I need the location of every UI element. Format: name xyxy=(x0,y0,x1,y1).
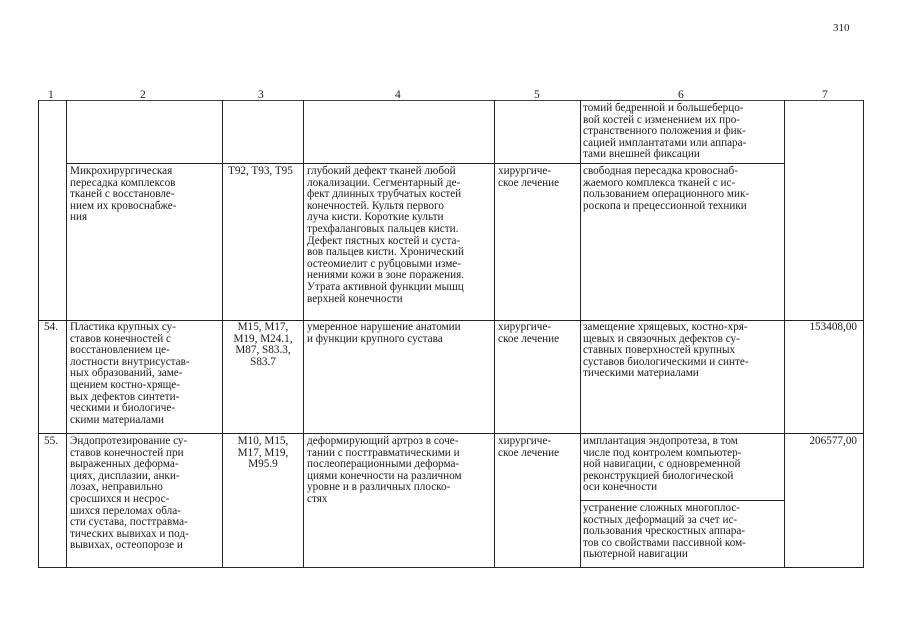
treatment-method: свободная пересадка кровоснаб- жаемого комплекса тканей с ис- пользованием операционного мик- роскопа и прецессионной техники xyxy=(583,165,750,212)
intervention-name: Эндопротезирование су- ставов конечностей при выраженных деформа- циях, дисплазии, анки- лозах, неправильно сросшихся и несрос- шихся переломах обла- сти сустава, посттравма- тических вывихах и под- вывихах, остеопорозе и xyxy=(70,435,189,552)
treatment-method-alt: устранение сложных многоплос- костных деформаций за счет ис- пользования чрескостных аппара- тов со свойствами пассивной ком- пьютерной навигации xyxy=(583,502,746,561)
treatment-type: хирургиче- ское лечение xyxy=(498,435,560,459)
icd-codes: T92, T93, T95 xyxy=(228,165,293,177)
row-number: 54. xyxy=(44,321,58,333)
header-col-2: 2 xyxy=(140,89,146,101)
header-col-6: 6 xyxy=(678,89,684,101)
intervention-name: Микрохирургическая пересадка комплексов тканей с восстановле- нием их кровоснабже- ния xyxy=(70,165,177,224)
patient-model: умеренное нарушение анатомии и функции крупного сустава xyxy=(307,321,461,345)
treatment-type: хирургиче- ское лечение xyxy=(498,321,560,345)
row-number: 55. xyxy=(44,435,58,447)
patient-model: глубокий дефект тканей любой локализации. Сегментарный де- фект длинных трубчатых костей конечностей. Культя первого луча кисти. Короткие культи трехфаланговых пальцев кисти. Дефект пястных костей и суста- вов пальцев кисти. Хронический остеомиелит с рубцовыми изме- нениями кожи в зоне поражения. Утрата активной функции мышц верхней конечности xyxy=(307,165,465,305)
header-col-1: 1 xyxy=(48,89,54,101)
header-col-5: 5 xyxy=(534,89,540,101)
cost-value: 206577,00 xyxy=(809,435,857,447)
header-col-7: 7 xyxy=(822,89,828,101)
treatment-type: хирургиче- ское лечение xyxy=(498,165,560,189)
continuation-method: томий бедренной и большеберцо- вой костей с изменением их про- странственного положения и фик- сацией имплантатами или аппара- тами внешней фиксации xyxy=(583,102,747,161)
treatment-method: имплантация эндопротеза, в том числе под контролем компьютер- ной навигации, с одновременной реконструкцией биологической оси конечности xyxy=(583,435,742,494)
icd-codes: M10, M15, M17, M19, M95.9 xyxy=(237,435,289,471)
treatment-method: замещение хрящевых, костно-хря- щевых и связочных дефектов су- ставных поверхностей крупных суставов биологическими и синте- тическими материалами xyxy=(583,321,749,380)
icd-codes: M15, M17, M19, M24.1, M87, S83.3, S83.7 xyxy=(233,321,293,368)
header-col-3: 3 xyxy=(258,89,264,101)
patient-model: деформирующий артроз в соче- тании с посттравматическими и послеоперационными деформа- циями конечности на различном уровне и в различных плоско- стях xyxy=(307,435,462,505)
header-col-4: 4 xyxy=(395,89,401,101)
cost-value: 153408,00 xyxy=(809,321,857,333)
intervention-name: Пластика крупных су- ставов конечностей с восстановлением це- лостности внутрисустав- ных образований, заме- щением костно-хряще- вых дефектов синтети- ческими и биологиче- скими материалами xyxy=(70,321,190,426)
page-number: 310 xyxy=(833,22,850,34)
